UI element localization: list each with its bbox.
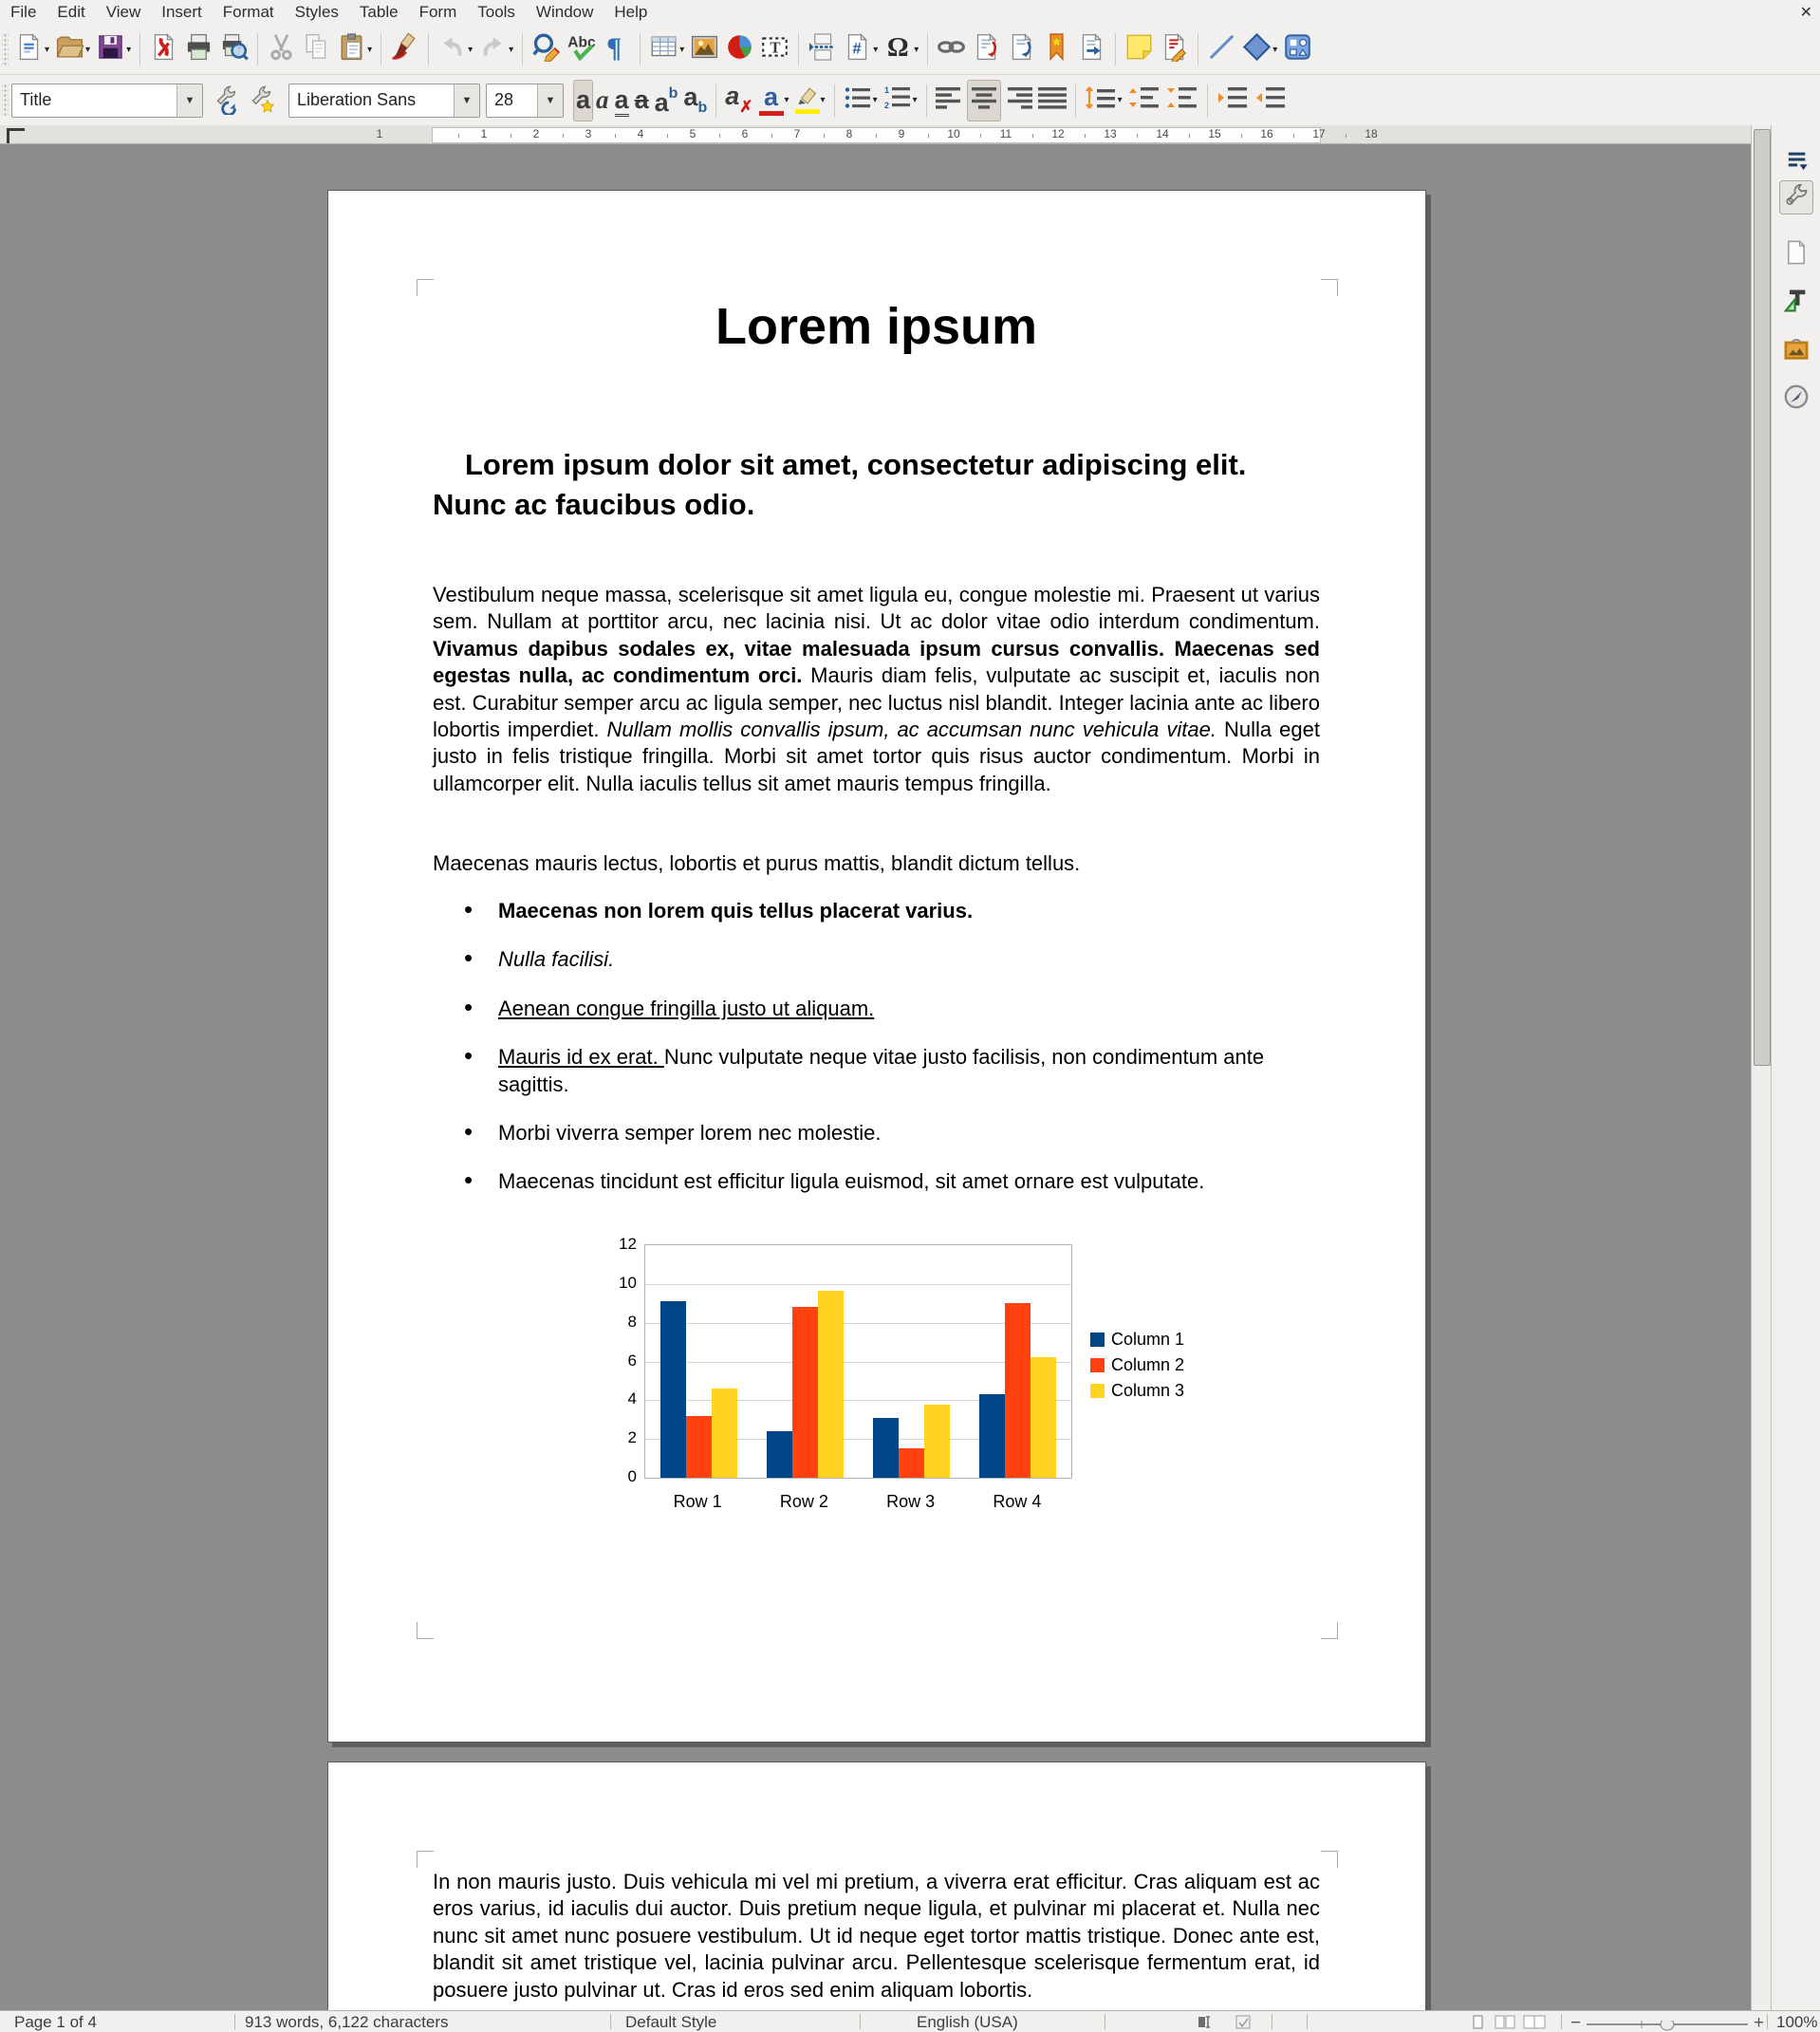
ruler-number: 2	[532, 127, 540, 140]
word-count-status[interactable]: 913 words, 6,122 characters	[245, 2013, 449, 2031]
horizontal-ruler[interactable]	[0, 125, 1751, 144]
ordered-list-button[interactable]	[881, 80, 920, 121]
sb-gallery-icon	[1783, 336, 1810, 367]
ruler-number: 17	[1312, 127, 1326, 140]
chart-bar	[712, 1389, 737, 1478]
update-style-button[interactable]	[209, 80, 244, 121]
endnote-icon	[1007, 32, 1036, 66]
highlight-icon	[795, 86, 820, 114]
bookmark-icon	[1042, 32, 1071, 66]
chevron-down-icon[interactable]: ▾	[914, 44, 919, 55]
toolbar-grip[interactable]	[2, 32, 9, 66]
ruler-text-area	[432, 127, 1321, 143]
insert-field-button[interactable]	[840, 28, 881, 70]
cut-icon	[267, 32, 296, 66]
clone-formatting-button[interactable]	[387, 28, 422, 70]
tab-stop-selector-icon[interactable]	[7, 128, 25, 143]
cross-reference-button[interactable]	[1074, 28, 1109, 70]
ruler-number: 13	[1104, 127, 1117, 140]
ruler-number: 7	[793, 127, 801, 140]
basic-shapes-icon	[1242, 32, 1272, 66]
ruler-number: 16	[1260, 127, 1273, 140]
formatting-marks-button[interactable]	[599, 28, 634, 70]
margin-corner-mark	[1321, 1851, 1338, 1868]
page-break-button[interactable]	[805, 28, 840, 70]
menu-tools[interactable]: Tools	[477, 3, 515, 21]
basic-shapes-button[interactable]	[1239, 28, 1280, 70]
sb-settings-icon	[1783, 146, 1810, 177]
clear-formatting-button[interactable]	[722, 80, 755, 121]
insert-table-button[interactable]	[646, 28, 687, 70]
chart-plot-area	[644, 1244, 1072, 1479]
hyperlink-button[interactable]	[934, 28, 969, 70]
paste-icon	[337, 32, 366, 66]
print-button[interactable]	[181, 28, 216, 70]
subscript-button[interactable]	[680, 80, 710, 121]
chart-bar	[1031, 1357, 1056, 1478]
new-style-button[interactable]	[244, 80, 279, 121]
list-item: • Nulla facilisi.	[498, 946, 1320, 973]
chevron-down-icon[interactable]: ▾	[820, 95, 826, 105]
svg-text:1: 1	[883, 85, 889, 95]
document-workspace	[0, 144, 1751, 2010]
chevron-down-icon[interactable]: ▾	[367, 44, 373, 55]
chevron-down-icon[interactable]: ▾	[872, 95, 878, 105]
menu-view[interactable]: View	[105, 3, 141, 21]
chevron-down-icon[interactable]: ▾	[1272, 44, 1278, 55]
document-title: Lorem ipsum	[715, 298, 1038, 355]
cut-button[interactable]	[264, 28, 299, 70]
align-center-button[interactable]	[967, 80, 1001, 121]
zoom-out-icon[interactable]: −	[1570, 2013, 1582, 2032]
body-paragraph: In non mauris justo. Duis vehicula mi vel mi pretium, a viverra erat efficitur. Cras aliquam est ac eros varius, id iaculis dui auctor. Duis pretium neque ligula, et pulvinar mi placerat et. Nulla nec nunc sit amet nunc posuere vestibulum. Ut id neque eget tortor mattis tristique. Donec ante est, blandit sit amet tristique vel, lacinia pulvinar arcu. Pellentesque scelerisque fermentum erat, id posuere justo pulvinar ut. Cras id eros sed enim aliquam lobortis.	[433, 1870, 1320, 2002]
svg-text:¶: ¶	[606, 32, 622, 62]
align-right-button[interactable]	[1001, 80, 1035, 121]
ruler-number: 5	[689, 127, 696, 140]
bold-button[interactable]	[573, 80, 593, 121]
standard-toolbar	[0, 25, 1820, 75]
menu-styles[interactable]: Styles	[294, 3, 339, 21]
print-preview-icon	[219, 32, 249, 66]
chart-bar	[899, 1448, 924, 1478]
insert-mode-icon[interactable]	[1198, 2015, 1214, 2032]
legend-entry: Column 2	[1090, 1355, 1184, 1375]
vertical-scrollbar[interactable]	[1751, 125, 1772, 2010]
chart-bar	[1005, 1303, 1031, 1478]
sidebar-tab-strip	[1771, 125, 1820, 2010]
bookmark-button[interactable]	[1039, 28, 1074, 70]
ruler-number: 1	[376, 127, 383, 140]
comment-icon	[1124, 32, 1154, 66]
font-name-value: Liberation Sans	[297, 90, 417, 109]
para-space-decrease-button[interactable]	[1163, 80, 1201, 121]
legend-entry: Column 3	[1090, 1381, 1184, 1401]
export-pdf-icon	[149, 32, 178, 66]
text-segment: Nulla eget justo in felis tristique fringilla. Morbi sit amet tortor quis risus auctor condimentum. Morbi in ullamcorper elit. Nulla iaculis tellus sit amet mauris tempus fringilla.	[433, 718, 1320, 795]
para-space-increase-button[interactable]	[1125, 80, 1163, 121]
ruler-number: 1	[480, 127, 488, 140]
insert-chart-icon	[725, 32, 754, 66]
ruler-number: 3	[585, 127, 592, 140]
insert-textbox-button[interactable]	[757, 28, 792, 70]
document-page-2[interactable]	[327, 1762, 1426, 2010]
selection-mode-icon[interactable]	[1235, 2015, 1252, 2032]
line-spacing-icon	[1085, 85, 1117, 115]
sidebar-styles[interactable]	[1779, 285, 1813, 319]
chevron-down-icon[interactable]: ▾	[509, 44, 514, 55]
bullet-list-icon	[844, 85, 872, 115]
chevron-down-icon[interactable]: ▼	[537, 84, 563, 117]
margin-corner-mark	[417, 1622, 434, 1639]
chart-bar	[767, 1431, 792, 1478]
font-name-combo[interactable]	[288, 84, 480, 118]
menu-edit[interactable]: Edit	[57, 3, 85, 21]
italic-button[interactable]	[593, 80, 612, 121]
text-segment: Nullam mollis convallis ipsum, ac accumsan nunc vehicula vitae.	[606, 718, 1217, 742]
indent-inc-icon	[1216, 85, 1249, 115]
track-changes-icon	[1160, 32, 1189, 66]
draw-functions-icon	[1283, 32, 1312, 66]
font-size-value: 28	[494, 90, 514, 109]
footnote-icon	[972, 32, 1001, 66]
svg-text:#: #	[852, 39, 862, 58]
single-page-view-icon[interactable]	[1470, 2015, 1485, 2032]
chart-bar	[686, 1416, 712, 1478]
menu-table[interactable]: Table	[359, 3, 399, 21]
close-icon[interactable]: ✕	[1799, 5, 1812, 21]
paragraph-style-combo[interactable]	[11, 84, 203, 118]
copy-icon	[302, 32, 331, 66]
page-break-icon	[808, 32, 837, 66]
ruler-number: 18	[1365, 127, 1378, 140]
sidebar-navigator[interactable]	[1779, 382, 1813, 416]
zoom-in-icon[interactable]: +	[1754, 2013, 1765, 2032]
font-color-icon: a	[759, 84, 784, 116]
spell-check-icon	[566, 32, 596, 66]
margin-corner-mark	[417, 1851, 434, 1868]
margin-corner-mark	[1321, 279, 1338, 296]
chevron-down-icon[interactable]: ▾	[1117, 95, 1123, 105]
bullet-list	[498, 898, 1320, 1218]
insert-table-icon	[649, 32, 678, 66]
sidebar-page[interactable]	[1779, 237, 1813, 271]
font-size-combo[interactable]	[486, 84, 564, 118]
ruler-number: 8	[845, 127, 853, 140]
open-icon	[55, 32, 84, 66]
ruler-number: 14	[1156, 127, 1169, 140]
menu-window[interactable]: Window	[535, 3, 594, 21]
indent-increase-button[interactable]	[1214, 80, 1252, 121]
ruler-number: 9	[898, 127, 905, 140]
svg-text:2: 2	[883, 101, 889, 110]
endnote-button[interactable]	[1004, 28, 1039, 70]
chevron-down-icon[interactable]: ▾	[45, 44, 50, 55]
redo-button[interactable]	[475, 28, 516, 70]
body-paragraph	[433, 582, 1320, 797]
underline-button[interactable]	[612, 80, 632, 121]
ruler-number: 11	[999, 127, 1012, 140]
ruler-number: 15	[1208, 127, 1221, 140]
justify-icon	[1038, 85, 1067, 115]
page-number-status[interactable]: Page 1 of 4	[14, 2013, 97, 2031]
highlight-color-button[interactable]	[792, 80, 828, 121]
chart-bar	[818, 1291, 844, 1478]
menu-help[interactable]: Help	[614, 3, 648, 21]
hyperlink-icon	[937, 32, 966, 66]
chevron-down-icon[interactable]: ▾	[126, 44, 132, 55]
menu-form[interactable]: Form	[418, 3, 457, 21]
track-changes-button[interactable]	[1157, 28, 1192, 70]
formatting-toolbar	[0, 75, 1820, 126]
draw-functions-button[interactable]	[1280, 28, 1315, 70]
menu-bar	[0, 0, 1820, 25]
menu-file[interactable]: File	[10, 3, 37, 21]
save-button[interactable]	[93, 28, 134, 70]
chevron-down-icon[interactable]: ▼	[454, 84, 479, 117]
redo-icon	[478, 32, 508, 66]
footnote-button[interactable]	[969, 28, 1004, 70]
margin-corner-mark	[1321, 1622, 1338, 1639]
sidebar-settings[interactable]	[1779, 144, 1813, 178]
undo-button[interactable]	[435, 28, 475, 70]
status-bar	[0, 2010, 1820, 2032]
cross-reference-icon	[1077, 32, 1106, 66]
undo-icon	[437, 32, 467, 66]
legend-entry: Column 1	[1090, 1330, 1184, 1350]
ruler-number: 10	[947, 127, 960, 140]
sidebar-properties[interactable]	[1779, 180, 1813, 214]
chart-bar	[660, 1301, 686, 1478]
justify-button[interactable]	[1035, 80, 1069, 121]
clone-formatting-icon	[390, 32, 419, 66]
superscript-button[interactable]	[652, 80, 681, 121]
chevron-down-icon[interactable]: ▼	[176, 84, 202, 117]
find-replace-icon	[531, 32, 561, 66]
svg-text:T: T	[770, 38, 781, 57]
subscript-icon: ab	[683, 82, 708, 116]
para-inc-icon	[1128, 85, 1161, 115]
special-character-button[interactable]	[881, 28, 921, 70]
chevron-down-icon[interactable]: ▾	[679, 44, 685, 55]
strikethrough-button[interactable]	[632, 80, 652, 121]
underline-icon: a	[615, 87, 629, 113]
align-left-button[interactable]	[933, 80, 967, 121]
list-item: • Aenean congue fringilla justo ut aliquam.	[498, 996, 1320, 1022]
text-segment: Vivamus dapibus sodales ex, vitae malesuada ipsum cursus convallis. Maecenas sed egestas nulla, ac condimentum orci.	[433, 636, 1320, 688]
insert-textbox-icon	[760, 32, 789, 66]
font-color-button[interactable]	[756, 80, 792, 121]
indent-dec-icon	[1254, 85, 1287, 115]
ruler-number: 12	[1051, 127, 1065, 140]
chevron-down-icon[interactable]: ▾	[85, 44, 91, 55]
spell-check-button[interactable]	[564, 28, 599, 70]
number-list-icon	[883, 85, 912, 115]
list-item: • Maecenas tincidunt est efficitur ligula euismod, sit amet ornare est vulputate.	[498, 1168, 1320, 1195]
list-item: • Mauris id ex erat. Nunc vulputate neque vitae justo facilisis, non condimentum ante sagittis.	[498, 1044, 1320, 1098]
clear-formatting-icon: a✗	[725, 82, 753, 116]
zoom-slider[interactable]	[1587, 2021, 1748, 2032]
insert-field-icon	[843, 32, 872, 66]
insert-image-icon	[690, 32, 719, 66]
insert-chart-button[interactable]	[722, 28, 757, 70]
insert-image-button[interactable]	[687, 28, 722, 70]
text-segment: Vestibulum neque massa, scelerisque sit amet ligula eu, congue molestie mi. Praesent ut varius sem. Nullam at porttitor arcu, nec lacinia nisi. Ut ac dolor vitae odio interdum condimentum.	[433, 583, 1320, 634]
language-status[interactable]: English (USA)	[917, 2013, 1018, 2031]
chart-bar	[979, 1394, 1005, 1478]
chevron-down-icon[interactable]: ▾	[912, 95, 918, 105]
align-center-icon	[970, 85, 998, 115]
new-document-icon	[14, 32, 44, 66]
copy-button[interactable]	[299, 28, 334, 70]
find-replace-button[interactable]	[529, 28, 564, 70]
comment-button[interactable]	[1122, 28, 1157, 70]
insert-line-button[interactable]	[1204, 28, 1239, 70]
text-segment: Mauris diam felis, vulputate ac suscipit et, iaculis non est. Curabitur semper arcu ac ligula semper, nec luctus nisl blandit. Integer lacinia ante ac libero lobortis imperdiet.	[433, 663, 1320, 742]
menu-insert[interactable]: Insert	[161, 3, 202, 21]
ruler-number: 4	[637, 127, 644, 140]
scrollbar-thumb[interactable]	[1754, 129, 1771, 1066]
italic-icon: a	[596, 85, 609, 114]
embedded-bar-chart[interactable]: 0 2 4 6 8 10 12 Row 1 Row 2 Row 3 Row 4 Column 1 Column 2 Column 3	[599, 1230, 1206, 1529]
multi-page-view-icon[interactable]	[1495, 2015, 1517, 2032]
book-view-icon[interactable]	[1523, 2015, 1548, 2032]
print-icon	[184, 32, 214, 66]
body-paragraph: Maecenas mauris lectus, lobortis et purus mattis, blandit dictum tellus.	[433, 851, 1081, 875]
strikethrough-icon: a	[634, 85, 649, 114]
chart-bar	[924, 1405, 950, 1478]
document-heading: Lorem ipsum dolor sit amet, consectetur adipiscing elit. Nunc ac faucibus odio.	[433, 448, 1247, 521]
indent-decrease-button[interactable]	[1252, 80, 1290, 121]
sb-navigator-icon	[1783, 383, 1810, 415]
sb-styles-icon	[1783, 287, 1810, 318]
sb-properties-icon	[1783, 182, 1810, 214]
toolbar-grip[interactable]	[2, 83, 9, 118]
chevron-down-icon[interactable]: ▾	[784, 95, 789, 105]
align-right-icon	[1004, 85, 1032, 115]
superscript-icon: ab	[654, 84, 678, 117]
line-icon	[1207, 32, 1236, 66]
chevron-down-icon[interactable]: ▾	[873, 44, 879, 55]
special-character-icon	[883, 32, 913, 66]
paste-button[interactable]	[334, 28, 375, 70]
chart-bar	[792, 1307, 818, 1478]
line-spacing-button[interactable]	[1082, 80, 1125, 121]
para-dec-icon	[1166, 85, 1198, 115]
save-icon	[96, 32, 125, 66]
zoom-percentage[interactable]: 100%	[1776, 2013, 1818, 2031]
chart-bar	[873, 1418, 899, 1478]
chevron-down-icon[interactable]: ▾	[468, 44, 474, 55]
open-button[interactable]	[52, 28, 93, 70]
export-pdf-button[interactable]	[146, 28, 181, 70]
align-left-icon	[936, 85, 964, 115]
margin-corner-mark	[417, 279, 434, 296]
sidebar-gallery[interactable]	[1779, 334, 1813, 368]
svg-text:Ω: Ω	[887, 33, 909, 62]
list-item: • Morbi viverra semper lorem nec molestie.	[498, 1120, 1320, 1146]
page-style-status[interactable]: Default Style	[625, 2013, 717, 2031]
print-preview-button[interactable]	[216, 28, 251, 70]
formatting-marks-icon	[602, 32, 631, 66]
sb-page-icon	[1783, 239, 1810, 270]
new-document-button[interactable]	[11, 28, 52, 70]
bold-icon: a	[576, 85, 591, 114]
document-page-1[interactable]	[327, 190, 1426, 1743]
unordered-list-button[interactable]	[841, 80, 881, 121]
svg-text:Abc: Abc	[567, 34, 596, 51]
menu-format[interactable]: Format	[222, 3, 274, 21]
list-item: • Maecenas non lorem quis tellus placerat varius.	[498, 898, 1320, 924]
paragraph-style-value: Title	[20, 90, 52, 109]
ruler-number: 6	[741, 127, 749, 140]
